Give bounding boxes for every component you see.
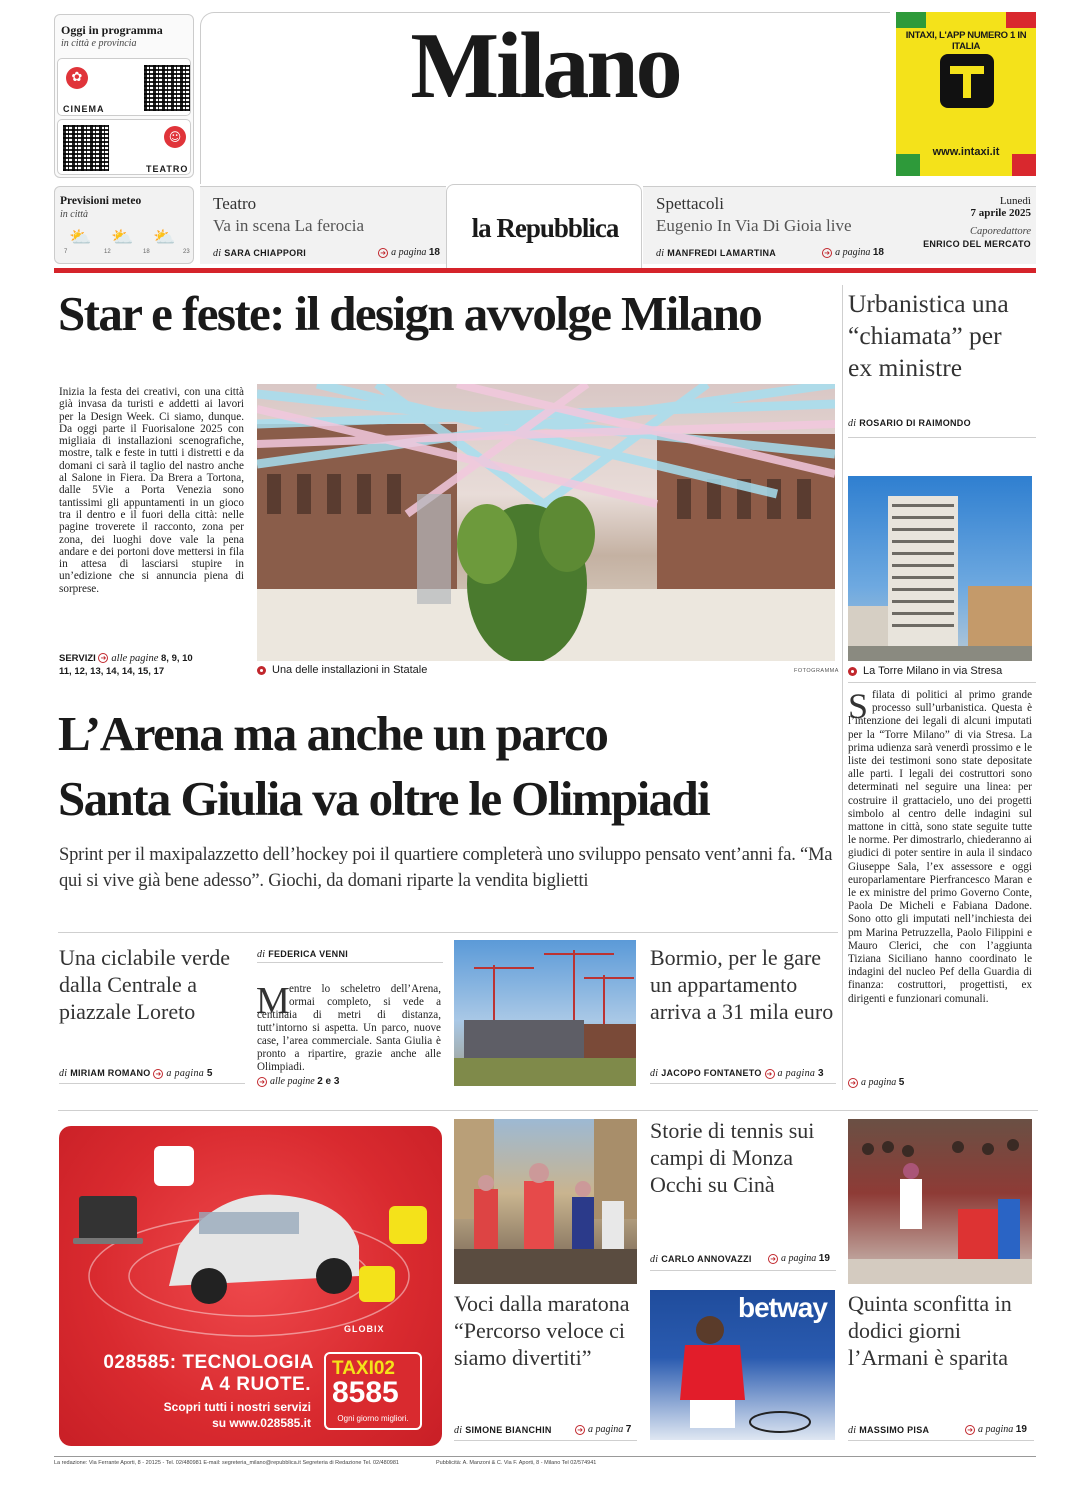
side-headline[interactable]: Urbanistica una “chiamata” per ex ministre xyxy=(848,289,1009,382)
dropcap-spacer xyxy=(257,983,289,1009)
maratona-headline[interactable]: Voci dalla maratona “Percorso veloce ci siamo divertiti” xyxy=(454,1291,630,1370)
temp-value: 7 xyxy=(64,249,68,255)
armani-byline: di MASSIMO PISA xyxy=(848,1425,930,1436)
second-headline-2[interactable]: Santa Giulia va oltre le Olimpiadi xyxy=(58,771,710,826)
divider xyxy=(59,1083,245,1084)
lead-body: Inizia la festa dei creativi, con una città già invasa da turisti e addetti ai lavori per la Design Week. Ci siamo, dunque. Da oggi parte il Fuorisalone 2025 con migliaia di installazioni scenografiche, mostre, talk e feste in tutti i distretti e da domani ci sarà il taglio del nastro anche al Salone in Fiera. Da Brera a Tortona, dalle 5Vie a Porta Venezia sono tantissimi gli appuntamenti in un gioco tra il dentro e il fuori della città: nelle pagine troverete il racconto, zona per zona, dei luoghi dove vale la pena andare e dei portoni dove mettersi in fila in attesa di lasciarsi stupire in un’edizione che si annuncia piena di sorprese. xyxy=(59,386,244,595)
divider xyxy=(848,1440,1034,1441)
armani-page-ref[interactable]: ➜ a pagina 19 xyxy=(965,1424,1027,1435)
temp-value: 23 xyxy=(183,249,190,255)
temp-value: 18 xyxy=(143,249,150,255)
teatro-box[interactable] xyxy=(57,119,191,175)
teatro-teaser[interactable] xyxy=(200,186,446,264)
ad-headline: INTAXI, L'APP NUMERO 1 IN ITALIA xyxy=(905,30,1027,52)
maratona-byline: di SIMONE BIANCHIN xyxy=(454,1425,552,1436)
second-byline: di FEDERICA VENNI xyxy=(257,949,349,960)
teatro-label: TEATRO xyxy=(146,164,189,174)
programma-subtitle: in città e provincia xyxy=(61,38,137,49)
marathon-runners-image xyxy=(454,1119,637,1284)
red-rule xyxy=(54,268,1036,273)
arena-photo xyxy=(454,940,636,1086)
divider xyxy=(650,1270,836,1271)
teaser-title: Va in scena La ferocia xyxy=(213,216,365,235)
armani-photo xyxy=(848,1119,1032,1284)
divider xyxy=(58,932,838,933)
ad-url: www.intaxi.it xyxy=(932,146,1000,158)
second-dropcap: M xyxy=(256,980,290,1022)
tennis-sponsor-banner: betway xyxy=(738,1292,827,1323)
taxi-logo-number: 8585 xyxy=(332,1376,399,1409)
ad-flag-green xyxy=(896,12,926,28)
teaser-byline: di MANFREDI LAMARTINA xyxy=(656,248,777,259)
date-box xyxy=(890,186,1036,264)
teaser-page-ref[interactable]: ➜ a pagina 18 xyxy=(378,247,440,258)
programma-box xyxy=(54,14,194,178)
lead-caption: Una delle installazioni in Statale xyxy=(257,664,427,676)
arrow-right-icon: ➜ xyxy=(257,1077,267,1087)
teaser-byline: di SARA CHIAPPORI xyxy=(213,248,307,259)
arrow-right-icon: ➜ xyxy=(768,1254,778,1264)
dropcap-spacer xyxy=(848,689,872,715)
armani-headline[interactable]: Quinta sconfitta in dodici giorni l’Armani è sparita xyxy=(848,1291,1012,1370)
tennis-photo xyxy=(650,1290,835,1440)
tennis-player-image xyxy=(650,1290,835,1440)
taxi-logo-tag: Ogni giorno migliori. xyxy=(337,1414,409,1423)
second-subheadline: Sprint per il maxipalazzetto dell’hockey poi il quartiere completerà uno sviluppo pensato vent’anni fa. “Ma qui si vive già bene adesso”. Giochi, da domani riparte la vendita biglietti xyxy=(59,845,833,891)
camera-icon xyxy=(848,667,857,676)
side-caption: La Torre Milano in via Stresa xyxy=(848,665,1002,677)
promo-line-3: Scopri tutti i nostri servizi xyxy=(163,1400,311,1414)
programma-title: Oggi in programma xyxy=(61,23,163,37)
tennis-headline[interactable]: Storie di tennis sui campi di Monza Occhi su Cinà xyxy=(650,1118,815,1197)
side-dropcap: S xyxy=(848,686,869,726)
promo-line-2: A 4 RUOTE. xyxy=(200,1374,311,1395)
second-headline-1[interactable]: L’Arena ma anche un parco xyxy=(58,706,608,761)
maratona-photo xyxy=(454,1119,637,1284)
divider xyxy=(257,962,443,963)
promo-line-4: su www.028585.it xyxy=(212,1416,311,1430)
meteo-box xyxy=(54,186,194,264)
teaser-kicker: Spettacoli xyxy=(656,194,724,213)
arrow-right-icon: ➜ xyxy=(575,1425,585,1435)
teaser-title: Eugenio In Via Di Gioia live xyxy=(656,216,852,235)
intaxi-ad[interactable] xyxy=(896,12,1036,176)
divider xyxy=(650,1083,836,1084)
cinema-box[interactable] xyxy=(57,58,191,116)
tennis-byline: di CARLO ANNOVAZZI xyxy=(650,1254,752,1265)
footer-pubblicita: Pubblicità: A. Manzoni & C. Via F. Aporti, 8 - Milano Tel 02/574941 xyxy=(436,1460,597,1466)
weekday: Lunedì xyxy=(999,195,1031,207)
arrow-right-icon: ➜ xyxy=(848,1078,858,1088)
footer-redazione: La redazione: Via Ferrante Aporti, 8 - 20125 - Tel. 02/480981 E-mail: segreteria_milano@repubblica.it Segreteria di Redazione Tel. 02/480981 xyxy=(54,1460,399,1466)
second-page-ref[interactable]: ➜ alle pagine 2 e 3 xyxy=(257,1076,339,1087)
lead-photo xyxy=(257,384,835,661)
lead-headline[interactable]: Star e feste: il design avvolge Milano xyxy=(58,286,762,341)
caporedattore-label: Caporedattore xyxy=(969,226,1031,237)
divider xyxy=(848,437,1036,438)
arrow-right-icon: ➜ xyxy=(822,248,832,258)
caporedattore-name: ENRICO DEL MERCATO xyxy=(923,239,1031,249)
partly-cloudy-icon: ⛅ xyxy=(111,227,134,248)
bormio-page-ref[interactable]: ➜ a pagina 3 xyxy=(766,1068,824,1079)
intaxi-logo-icon xyxy=(940,54,994,108)
spettacoli-teaser[interactable] xyxy=(643,186,890,264)
theater-masks-icon: ☺ xyxy=(164,126,186,148)
lead-page-refs[interactable]: SERVIZI ➜ alle pagine 8, 9, 10 11, 12, 13, 14, 14, 15, 17 xyxy=(59,653,193,677)
installation-image xyxy=(257,384,835,661)
arrow-right-icon: ➜ xyxy=(965,1425,975,1435)
side-page-ref[interactable]: ➜ a pagina 5 xyxy=(848,1077,904,1088)
cinema-label: CINEMA xyxy=(63,104,105,114)
taxi-logo xyxy=(324,1352,422,1430)
ciclabile-byline: di MIRIAM ROMANO ➜ a pagina 5 xyxy=(59,1068,213,1079)
partly-cloudy-icon: ⛅ xyxy=(69,227,92,248)
second-body: entre lo scheletro dell’Arena, ormai completo, si vede a centinaia di metri di distanza, tutt’intorno si aspetta. Un parco, nuove case, l’area commerciale. Santa Giulia è pronto a ripartire, grazie anche alle Olimpiadi. xyxy=(257,983,441,1073)
arrow-right-icon: ➜ xyxy=(155,1069,162,1078)
bormio-headline[interactable]: Bormio, per le gare un appartamento arriva a 31 mila euro xyxy=(650,945,834,1024)
temp-value: 12 xyxy=(104,249,111,255)
camera-icon xyxy=(257,666,266,675)
divider xyxy=(454,1440,637,1441)
weather-icons xyxy=(63,227,193,257)
iris-badge: IRIS xyxy=(167,1176,189,1188)
partly-cloudy-icon: ⛅ xyxy=(153,227,176,248)
teatro-qr-code xyxy=(63,125,109,171)
film-reel-icon: ✿ xyxy=(66,67,88,89)
taxi-promo[interactable] xyxy=(59,1126,442,1446)
repubblica-logo-box xyxy=(446,184,642,268)
maratona-page-ref[interactable]: ➜ a pagina 7 xyxy=(575,1424,631,1435)
ad-flag-red xyxy=(1006,12,1036,28)
masthead-title: Milano xyxy=(410,14,680,118)
cinema-qr-code xyxy=(144,65,190,111)
meteo-subtitle: in città xyxy=(60,209,89,220)
ciclabile-headline[interactable]: Una ciclabile verde dalla Centrale a piazzale Loreto xyxy=(59,945,231,1024)
footer-rule xyxy=(54,1456,1036,1457)
globix-label: GLOBIX xyxy=(344,1324,385,1334)
teaser-kicker: Teatro xyxy=(213,194,257,213)
bormio-byline: di JACOPO FONTANETO ➜ a pagina 3 xyxy=(650,1068,824,1079)
column-divider xyxy=(842,285,843,1090)
photo-credit: FOTOGRAMMA xyxy=(794,668,839,674)
teaser-page-ref[interactable]: ➜ a pagina 18 xyxy=(822,247,884,258)
side-photo xyxy=(848,476,1032,661)
ciclabile-page-ref[interactable]: ➜ a pagina 5 xyxy=(155,1068,213,1079)
taxi-logo-top: TAXI02 xyxy=(332,1358,396,1379)
divider xyxy=(848,682,1036,683)
divider xyxy=(58,1110,1038,1111)
repubblica-logo: la Repubblica xyxy=(471,213,619,243)
torre-milano-image xyxy=(848,476,1032,661)
promo-line-1: 028585: TECNOLOGIA xyxy=(103,1352,314,1373)
tennis-page-ref[interactable]: ➜ a pagina 19 xyxy=(768,1253,830,1264)
arrow-right-icon: ➜ xyxy=(378,248,388,258)
meteo-title: Previsioni meteo xyxy=(60,195,142,207)
arrow-right-icon: ➜ xyxy=(98,653,108,663)
arena-construction-image xyxy=(454,940,636,1086)
basketball-game-image xyxy=(848,1119,1032,1284)
date: 7 aprile 2025 xyxy=(970,207,1031,219)
side-body: filata di politici al primo grande processo sull’urbanistica. Questa è l’intenzione dei legali di alcuni imputati per la “Torre Milano” di via Stresa. La prima udienza sarà venerdì prossimo e le liste dei testimoni sono state depositate alle parti. I legali dei costruttori sono determinati nel seguire una linea: per costruire il grattacielo, uno dei progetti simbolo al centro delle indagini sul mattone in città, sono state seguite tutte le norme. Per dimostrarlo, chiederanno ai giudici di poter sentire in aula il sindaco Giuseppe Sala, l’ex assessore e oggi europarlamentare Pierfrancesco Maran e le ex ministre del primo Governo Conte, Paola De Micheli e Fabiana Dadone. Sono otto gli imputati nell’inchiesta dei pm Marina Petruzzella, Paolo Filippini e Mauro Clerici, che con l’aggiunta Tiziana Siciliano hanno coordinato le indagini del nucleo Pef della Guardia di finanza: costruttori, progettisti, ex dirigenti e funzionari comunali. xyxy=(848,689,1032,1005)
side-byline: di ROSARIO DI RAIMONDO xyxy=(848,418,971,429)
arrow-right-icon: ➜ xyxy=(766,1069,773,1078)
